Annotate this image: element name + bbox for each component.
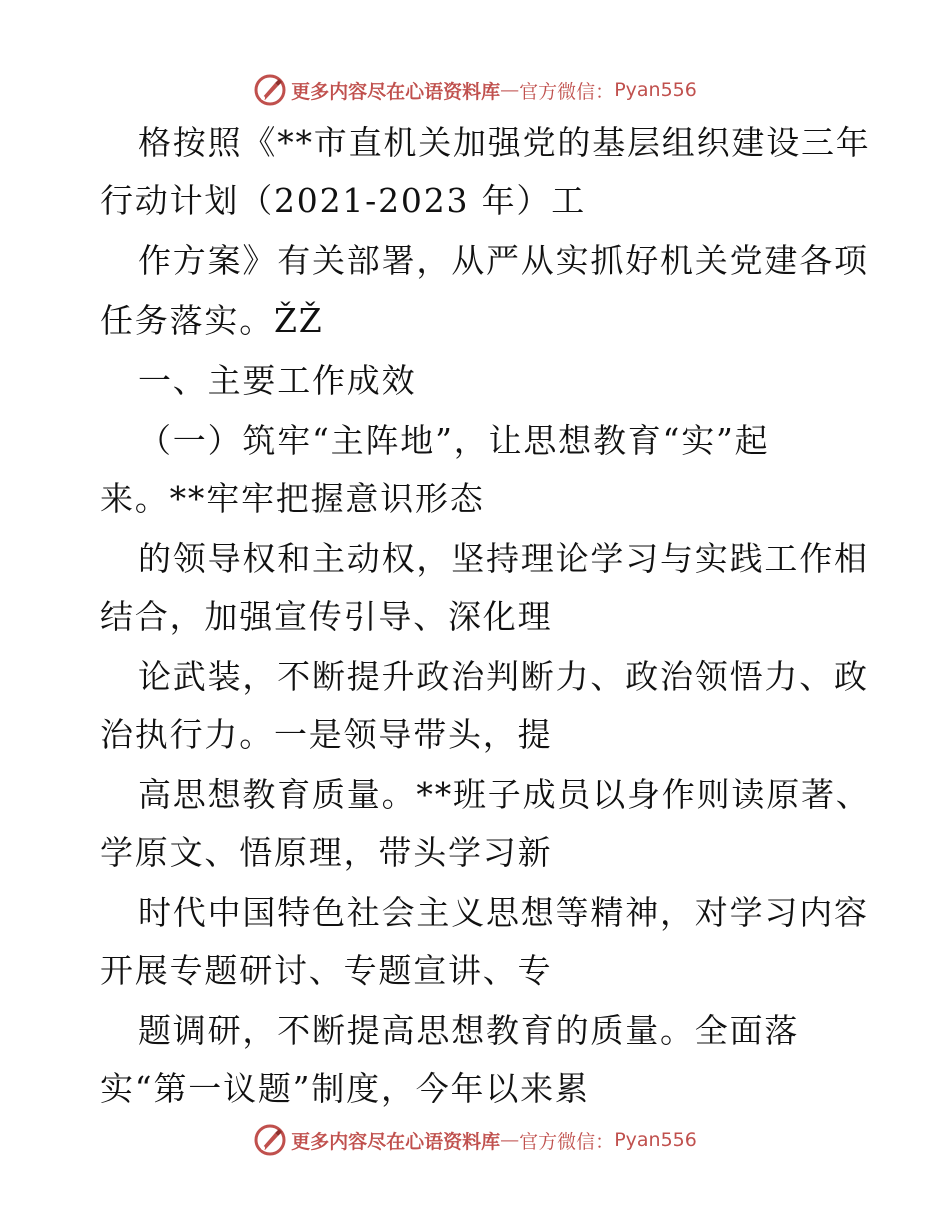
section-heading: 一、主要工作成效 [138,361,417,400]
subsection-heading: （一）筑牢“主阵地”，让思想教育“实”起 [138,421,770,460]
text-line: 实“第一议题”制度，今年以来累 [100,1069,590,1108]
pen-logo-icon [253,1123,287,1157]
watermark-sub-text: 官方微信： [519,1130,615,1153]
text-line: 格按照《**市直机关加强党的基层组织建设三年 [138,123,871,162]
watermark-header [0,70,950,110]
text-line: 结合，加强宣传引导、深化理 [100,597,553,636]
text-line: 时代中国特色社会主义思想等精神，对学习内容 [138,893,869,932]
watermark-main-text: 更多内容尽在心语资料库 [291,1130,501,1153]
text-line: 行动计划（2021-2023 年）工 [100,181,587,220]
text-line: 开展专题研讨、专题宣讲、专 [100,951,553,990]
text-line: 论武装，不断提升政治判断力、政治领悟力、政 [138,657,869,696]
text-line: 作方案》有关部署，从严从实抓好机关党建各项 [138,241,869,280]
text-line: 治执行力。一是领导带头，提 [100,715,553,754]
text-line: 题调研，不断提高思想教育的质量。全面落 [138,1011,800,1050]
text-line: 学原文、悟原理，带头学习新 [100,833,553,872]
text-line: 来。**牢牢把握意识形态 [100,479,485,518]
watermark-sub-text: 官方微信： [519,80,615,103]
watermark-separator: — [500,79,520,101]
watermark-wechat-id: Pyan556 [614,79,697,101]
text-line: 任务落实。ŽŽ [100,301,324,340]
watermark-footer [0,1120,950,1160]
watermark-separator: — [500,1129,520,1151]
pen-logo-icon [253,73,287,107]
text-line: 高思想教育质量。**班子成员以身作则读原著、 [138,775,871,814]
watermark-main-text: 更多内容尽在心语资料库 [291,80,501,103]
text-line: 的领导权和主动权，坚持理论学习与实践工作相 [138,539,869,578]
watermark-wechat-id: Pyan556 [614,1129,697,1151]
